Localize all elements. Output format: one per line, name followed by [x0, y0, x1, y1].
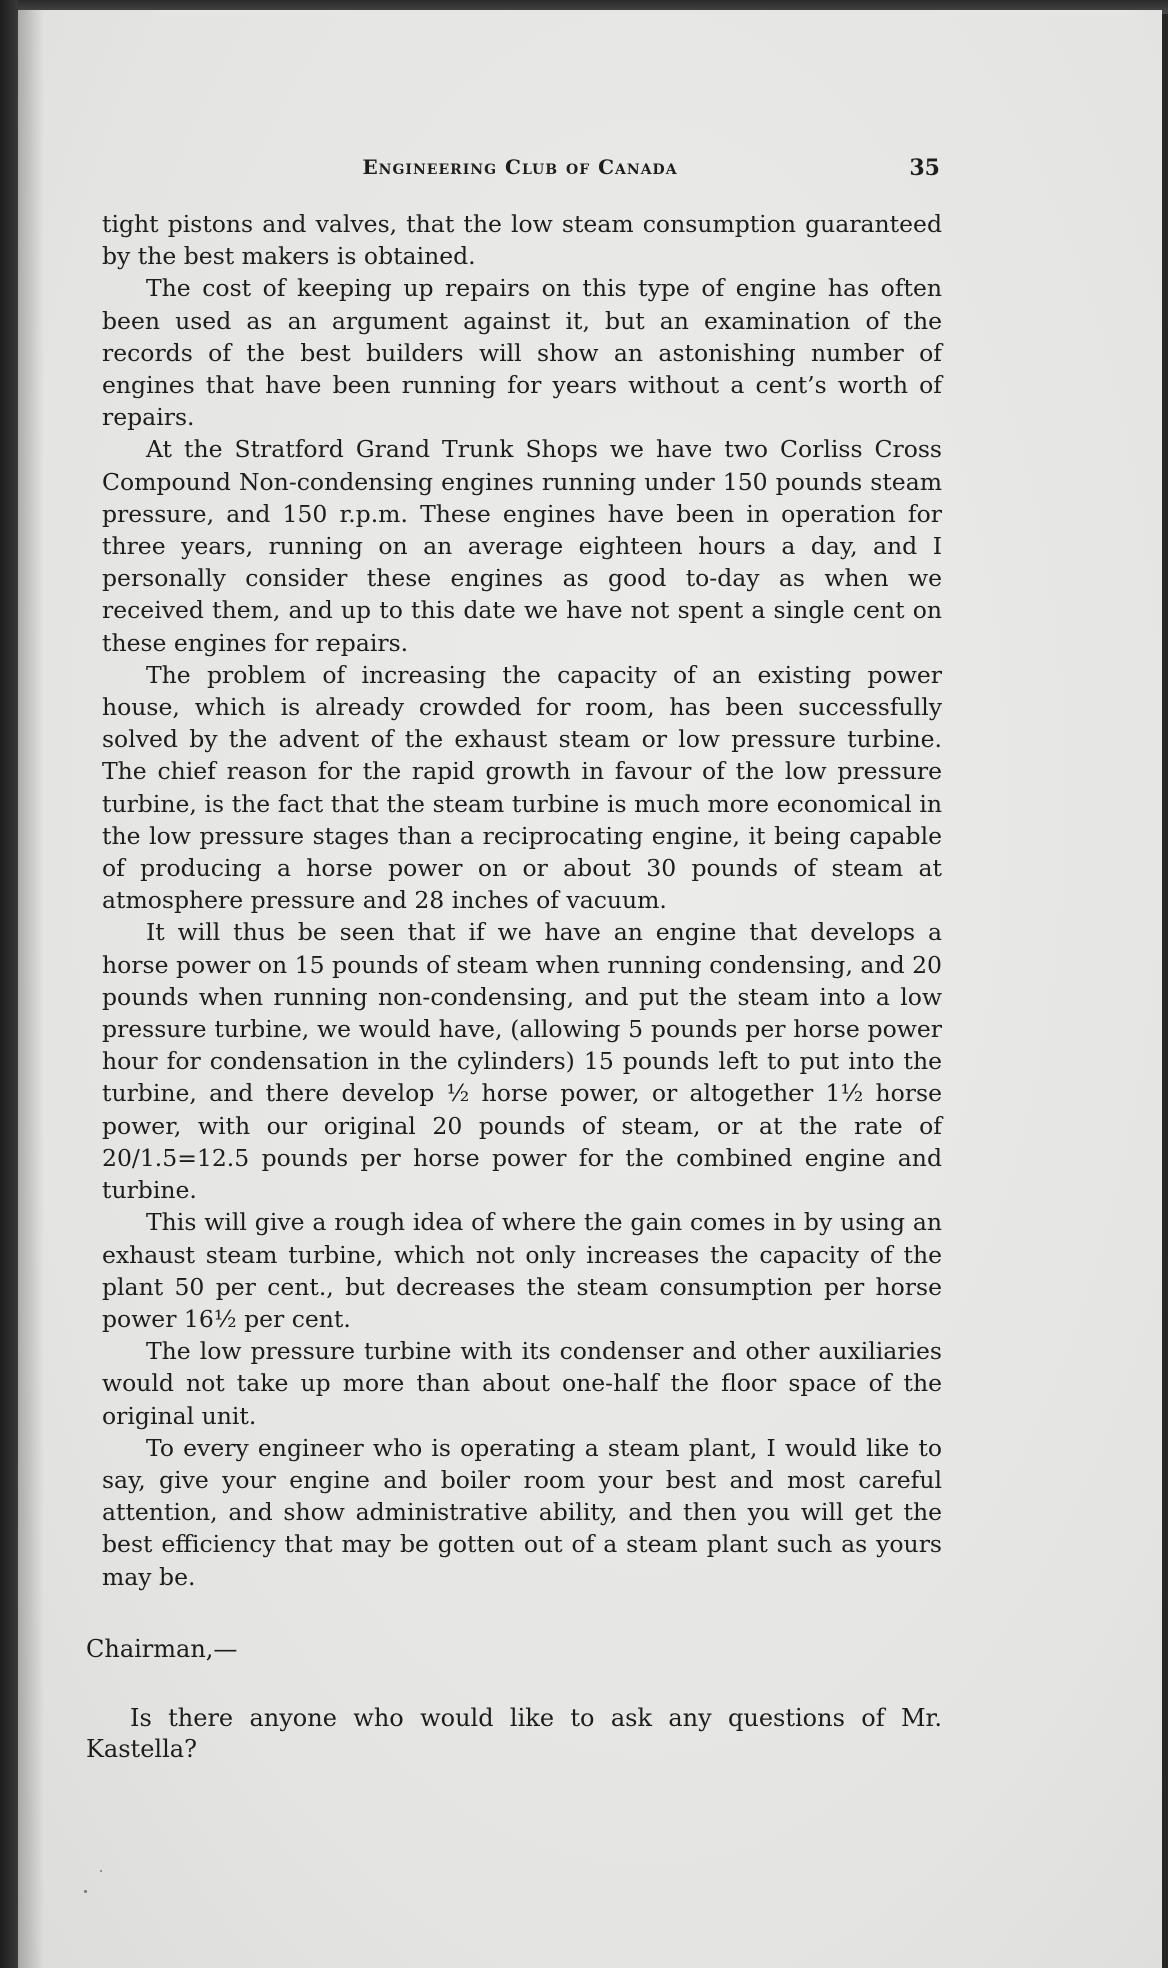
paragraph-5: It will thus be seen that if we have an engine that develops a horse power on 15 pounds of steam when running condensing, and 20 pounds when running non-condensing, and put the steam into a low pressure turbine, we would have, (allowing 5 pounds per horse power hour for condensation in the cylinders) 15 pounds left to put into the turbine, and there develop ½ horse power, or altogether 1½ horse power, with our original 20 pounds of steam, or at the rate of 20/1.5=12.5 pounds per horse power for the combined engine and turbine. [102, 918, 942, 1205]
spine-shadow [14, 10, 44, 1968]
page-header [100, 155, 940, 185]
page-number: 35 [909, 155, 940, 181]
body-text [102, 208, 942, 1593]
running-title: Engineering Club of Canada [362, 155, 678, 179]
scan-speck [84, 1890, 87, 1893]
paragraph-3: At the Stratford Grand Trunk Shops we have two Corliss Cross Compound Non-condensing engines running under 150 pounds steam pressure, and 150 r.p.m. These engines have been in operation for three years, running on an average eighteen hours a day, and I personally consider these engines as good to-day as when we received them, and up to this date we have not spent a single cent on these engines for repairs. [102, 435, 942, 657]
speaker-label: Chairman,— [86, 1635, 238, 1663]
paragraph-4: The problem of increasing the capacity of an existing power house, which is already crowded for room, has been successfully solved by the advent of the exhaust steam or low pressure turbine. The chief reason for the rapid growth in favour of the low pressure turbine, is the fact that the steam turbine is much more economical in the low pressure stages than a reciprocating engine, it being capable of producing a horse power on or about 30 pounds of steam at atmosphere pressure and 28 inches of vacuum. [102, 660, 942, 915]
scan-left-edge [0, 0, 18, 1968]
question-paragraph: Is there anyone who would like to ask any questions of Mr. Kastella? [86, 1704, 942, 1763]
paragraph-7: The low pressure turbine with its condenser and other auxiliaries would not take up more than about one-half the floor space of the original unit. [102, 1337, 942, 1430]
paragraph-1: tight pistons and valves, that the low steam consumption guaranteed by the best makers is obtained. [102, 210, 942, 271]
book-page [14, 10, 1162, 1968]
paragraph-8: To every engineer who is operating a steam plant, I would like to say, give your engine and boiler room your best and most careful attention, and show administrative ability, and then you will get the best efficiency that may be gotten out of a steam plant such as yours may be. [102, 1433, 942, 1591]
scan-speck [100, 1870, 102, 1872]
paragraph-2: The cost of keeping up repairs on this type of engine has often been used as an argument against it, but an examination of the records of the best builders will show an astonishing number of engines that have been running for years without a cent’s worth of repairs. [102, 274, 942, 432]
paragraph-6: This will give a rough idea of where the gain comes in by using an exhaust steam turbine, which not only increases the capacity of the plant 50 per cent., but decreases the steam consumption per horse power 16½ per cent. [102, 1208, 942, 1333]
